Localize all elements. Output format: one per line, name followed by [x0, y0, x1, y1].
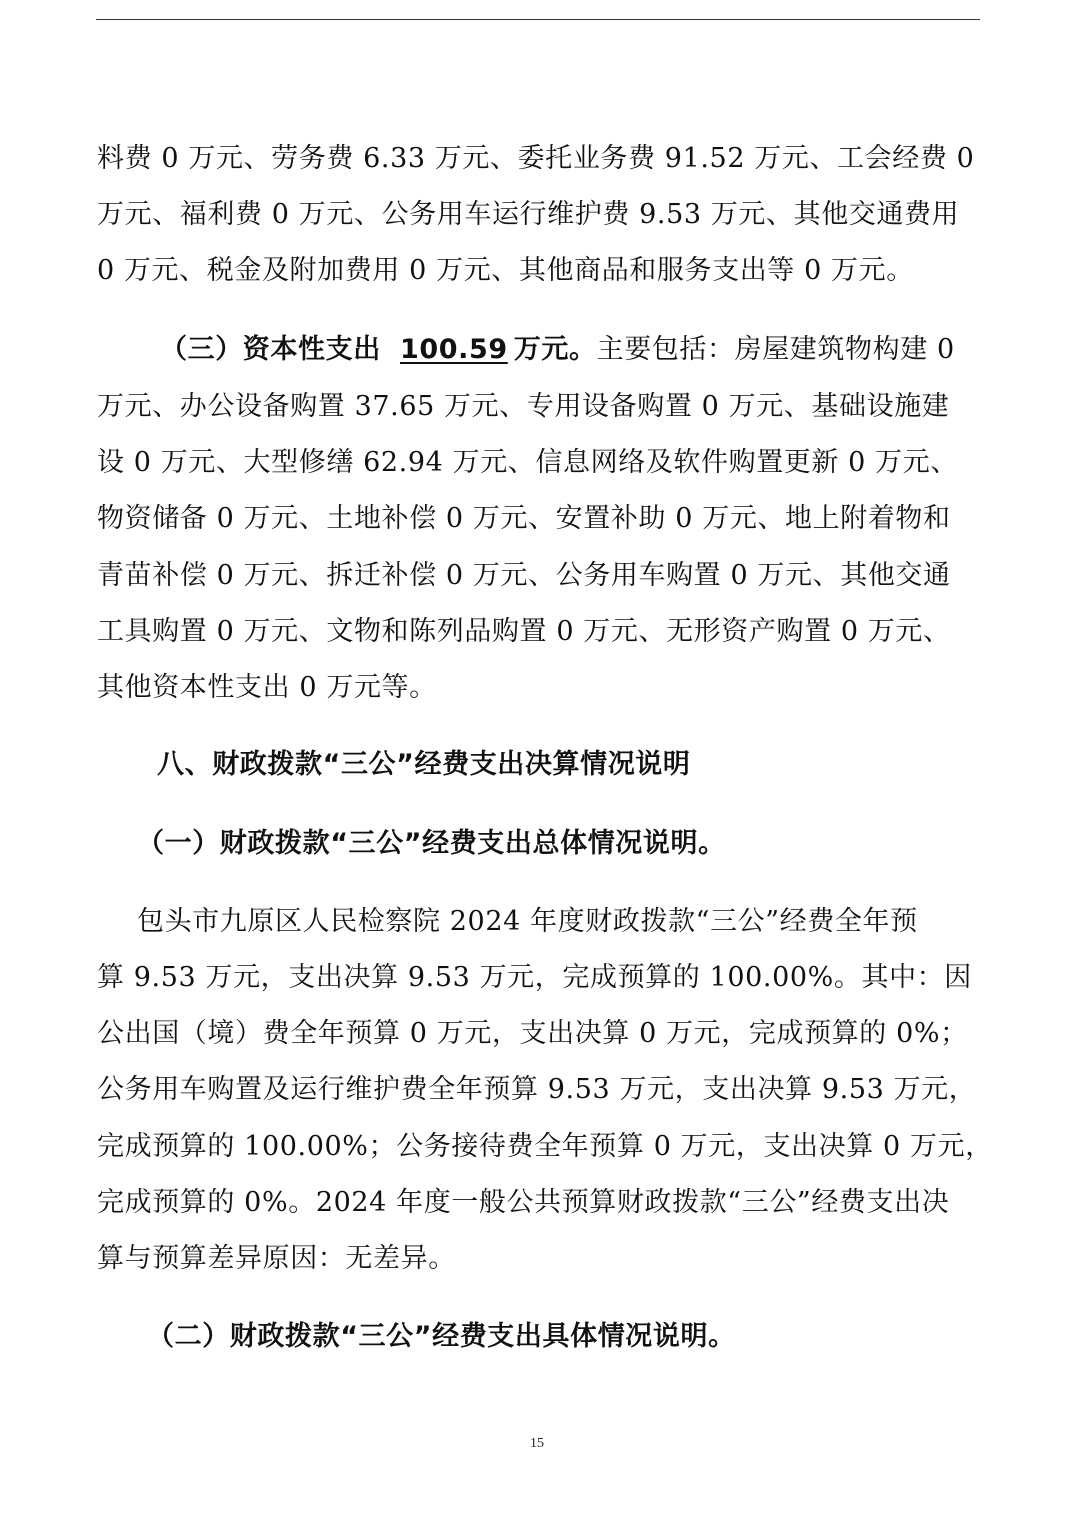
text-line: 青苗补偿 0 万元、拆迁补偿 0 万元、公务用车购置 0 万元、其他交通 — [97, 560, 951, 591]
text-line: 料费 0 万元、劳务费 6.33 万元、委托业务费 91.52 万元、工会经费 0 — [97, 143, 975, 174]
page-number: 15 — [530, 1436, 544, 1451]
subsection-heading: （二）财政拨款“三公”经费支出具体情况说明。 — [147, 1321, 736, 1352]
text-line: 万元、福利费 0 万元、公务用车运行维护费 9.53 万元、其他交通费用 — [97, 199, 960, 230]
section-heading: 八、财政拨款“三公”经费支出决算情况说明 — [157, 749, 691, 780]
text-line: 物资储备 0 万元、土地补偿 0 万元、安置补助 0 万元、地上附着物和 — [97, 503, 951, 534]
text-line: 工具购置 0 万元、文物和陈列品购置 0 万元、无形资产购置 0 万元、 — [97, 616, 951, 647]
subsection-heading: （一）财政拨款“三公”经费支出总体情况说明。 — [137, 828, 726, 859]
capital-heading-suffix: 万元。 — [513, 334, 597, 365]
text-line: 公务用车购置及运行维护费全年预算 9.53 万元，支出决算 9.53 万元， — [97, 1074, 977, 1105]
capital-heading-amount: 100.59 — [400, 334, 508, 365]
text-line: 完成预算的 100.00%；公务接待费全年预算 0 万元，支出决算 0 万元， — [97, 1131, 993, 1162]
text-line: 其他资本性支出 0 万元等。 — [97, 672, 437, 703]
capital-heading-prefix: （三）资本性支出 — [160, 334, 381, 365]
text-line: 0 万元、税金及附加费用 0 万元、其他商品和服务支出等 0 万元。 — [97, 255, 914, 286]
text-line: 设 0 万元、大型修缮 62.94 万元、信息网络及软件购置更新 0 万元、 — [97, 447, 958, 478]
text-line: 万元、办公设备购置 37.65 万元、专用设备购置 0 万元、基础设施建 — [97, 391, 950, 422]
text-line: 算与预算差异原因：无差异。 — [97, 1243, 456, 1274]
text-line: 完成预算的 0%。2024 年度一般公共预算财政拨款“三公”经费支出决 — [97, 1187, 950, 1218]
header-rule — [96, 19, 980, 20]
capital-heading-line — [160, 330, 977, 370]
text-line: 算 9.53 万元，支出决算 9.53 万元，完成预算的 100.00%。其中：因 — [97, 962, 972, 993]
text-line: 公出国（境）费全年预算 0 万元，支出决算 0 万元，完成预算的 0%； — [97, 1018, 968, 1049]
text-line: 包头市九原区人民检察院 2024 年度财政拨款“三公”经费全年预 — [137, 906, 918, 937]
capital-first-line-rest: 主要包括：房屋建筑物构建 0 — [596, 334, 955, 365]
